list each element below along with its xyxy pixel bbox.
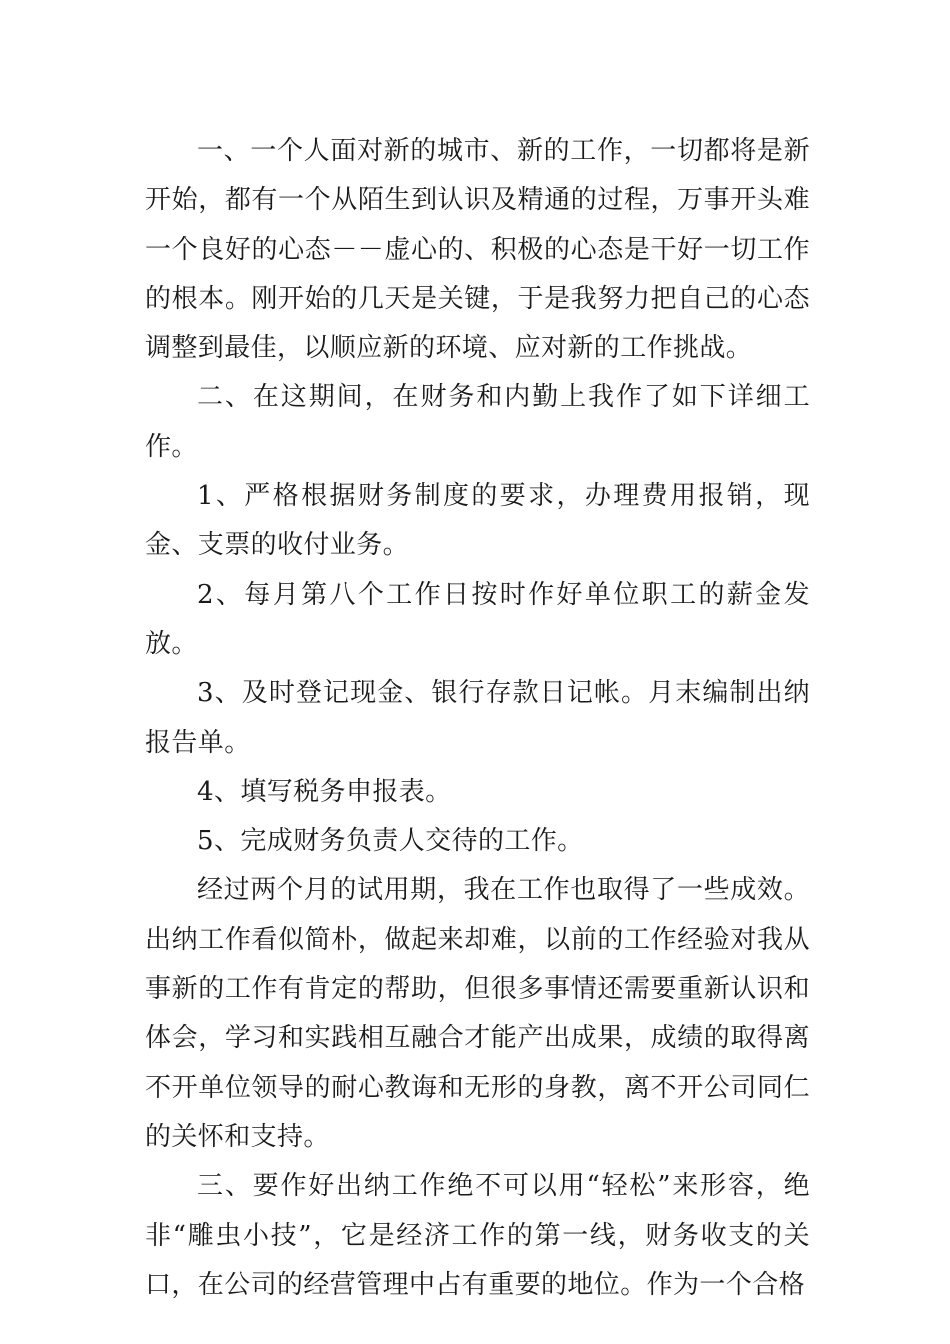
document-body — [145, 127, 810, 1310]
paragraph-4: 2、每月第八个工作日按时作好单位职工的薪金发放。 — [145, 579, 810, 659]
paragraph-1: 一、一个人面对新的城市、新的工作，一切都将是新开始，都有一个从陌生到认识及精通的过程，万事开头难一个良好的心态－－虚心的、积极的心态是干好一切工作的根本。刚开始的几天是关键，于是我努力把自己的心态调整到最佳，以顺应新的环境、应对新的工作挑战。 — [145, 136, 810, 364]
paragraph-2: 二、在这期间，在财务和内勤上我作了如下详细工作。 — [145, 382, 810, 462]
paragraph-6: 4、填写税务申报表。 — [197, 776, 452, 807]
paragraph-8: 经过两个月的试用期，我在工作也取得了一些成效。出纳工作看似简朴，做起来却难，以前的工作经验对我从事新的工作有肯定的帮助，但很多事情还需要重新认识和体会，学习和实践相互融合才能产出成果，成绩的取得离不开单位领导的耐心教诲和无形的身教，离不开公司同仁的关怀和支持。 — [145, 875, 810, 1152]
paragraph-9: 三、要作好出纳工作绝不可以用“轻松”来形容，绝非“雕虫小技”，它是经济工作的第一线，财务收支的关口，在公司的经营管理中占有重要的地位。作为一个合格 — [145, 1171, 810, 1300]
paragraph-7: 5、完成财务负责人交待的工作。 — [197, 826, 584, 857]
paragraph-5: 3、及时登记现金、银行存款日记帐。月末编制出纳报告单。 — [145, 678, 810, 758]
paragraph-3: 1、严格根据财务制度的要求，办理费用报销，现金、支票的收付业务。 — [145, 481, 810, 561]
